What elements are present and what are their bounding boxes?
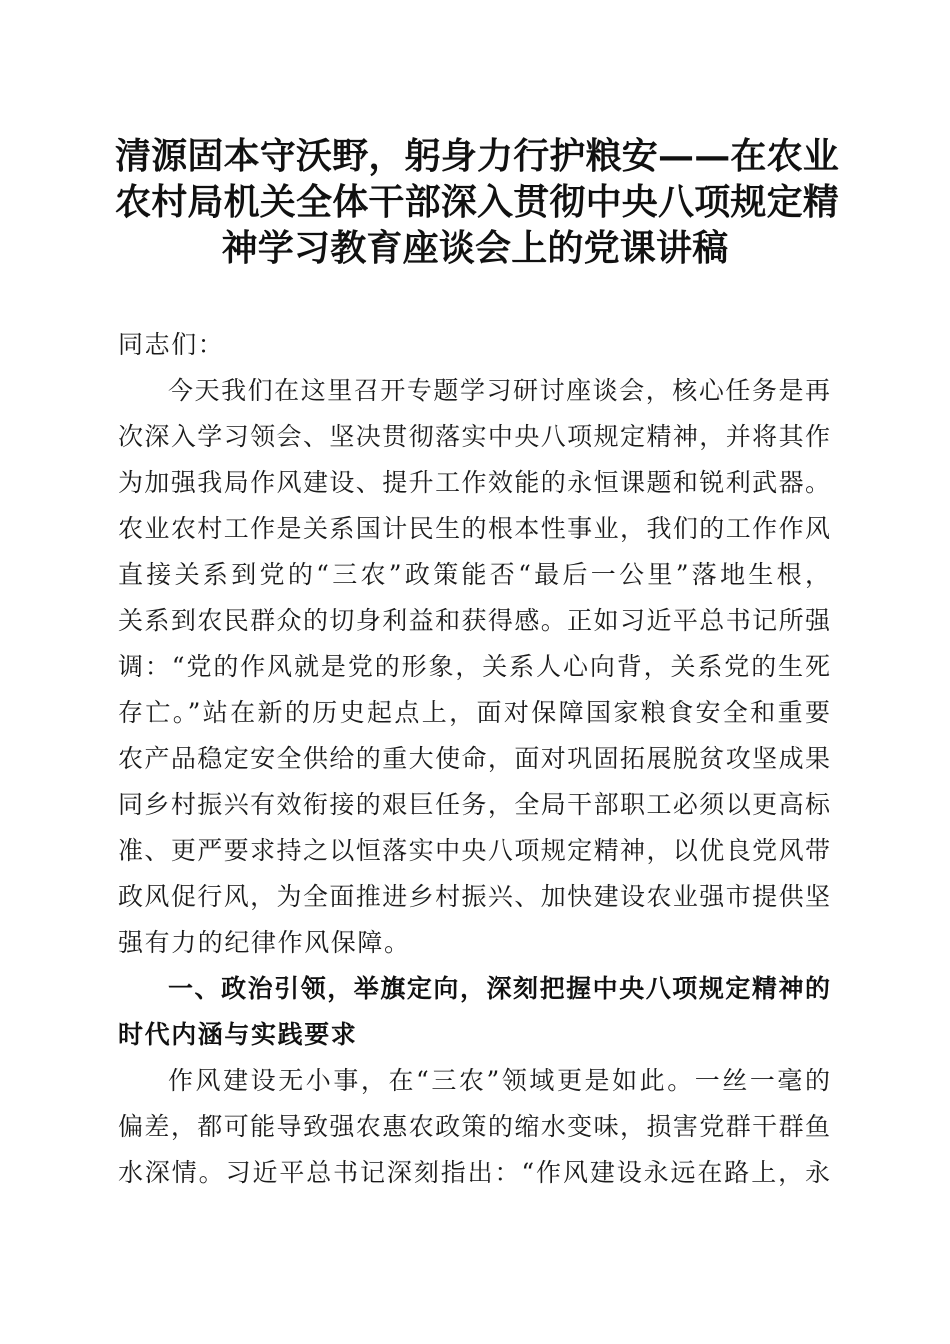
heading-line: 时代内涵与实践要求 [118,1020,358,1049]
heading-line: 一、政治引领，举旗定向，深刻把握中央八项规定精神的 [168,974,830,1003]
paragraph-intro [118,368,830,966]
paragraph-line: 今天我们在这里召开专题学习研讨座谈会，核心任务是再 [168,376,830,405]
title-line-2: 农村局机关全体干部深入贯彻中央八项规定精 [115,181,840,223]
paragraph-line: 存亡。”站在新的历史起点上，面对保障国家粮食安全和重要 [118,698,830,727]
paragraph-line: 农业农村工作是关系国计民生的根本性事业，我们的工作作风 [118,514,830,543]
section-heading-1 [118,966,830,1058]
paragraph-line: 农产品稳定安全供给的重大使命，面对巩固拓展脱贫攻坚成果 [118,744,830,773]
title-line-3: 神学习教育座谈会上的党课讲稿 [221,227,729,269]
paragraph-line: 关系到农民群众的切身利益和获得感。正如习近平总书记所强 [118,606,830,635]
title-line-1: 清源固本守沃野，躬身力行护粮安——在农业 [115,135,840,177]
paragraph-line: 强有力的纪律作风保障。 [118,928,411,957]
paragraph-line: 同乡村振兴有效衔接的艰巨任务，全局干部职工必须以更高标 [118,790,830,819]
paragraph-line: 直接关系到党的“三农”政策能否“最后一公里”落地生根， [118,560,830,589]
document-body [118,322,830,1196]
paragraph-line: 准、更严要求持之以恒落实中央八项规定精神，以优良党风带 [118,836,830,865]
document-title [115,133,840,271]
paragraph-section-1 [118,1058,830,1196]
paragraph-line: 次深入学习领会、坚决贯彻落实中央八项规定精神，并将其作 [118,422,830,451]
paragraph-line: 作风建设无小事，在“三农”领域更是如此。一丝一毫的 [168,1066,830,1095]
paragraph-line: 水深情。习近平总书记深刻指出：“作风建设永远在路上，永 [118,1158,830,1187]
paragraph-line: 为加强我局作风建设、提升工作效能的永恒课题和锐利武器。 [118,468,830,497]
salutation: 同志们： [118,330,225,359]
paragraph-line: 政风促行风，为全面推进乡村振兴、加快建设农业强市提供坚 [118,882,830,911]
paragraph-line: 调：“党的作风就是党的形象，关系人心向背，关系党的生死 [118,652,830,681]
paragraph-line: 偏差，都可能导致强农惠农政策的缩水变味，损害党群干群鱼 [118,1112,830,1141]
